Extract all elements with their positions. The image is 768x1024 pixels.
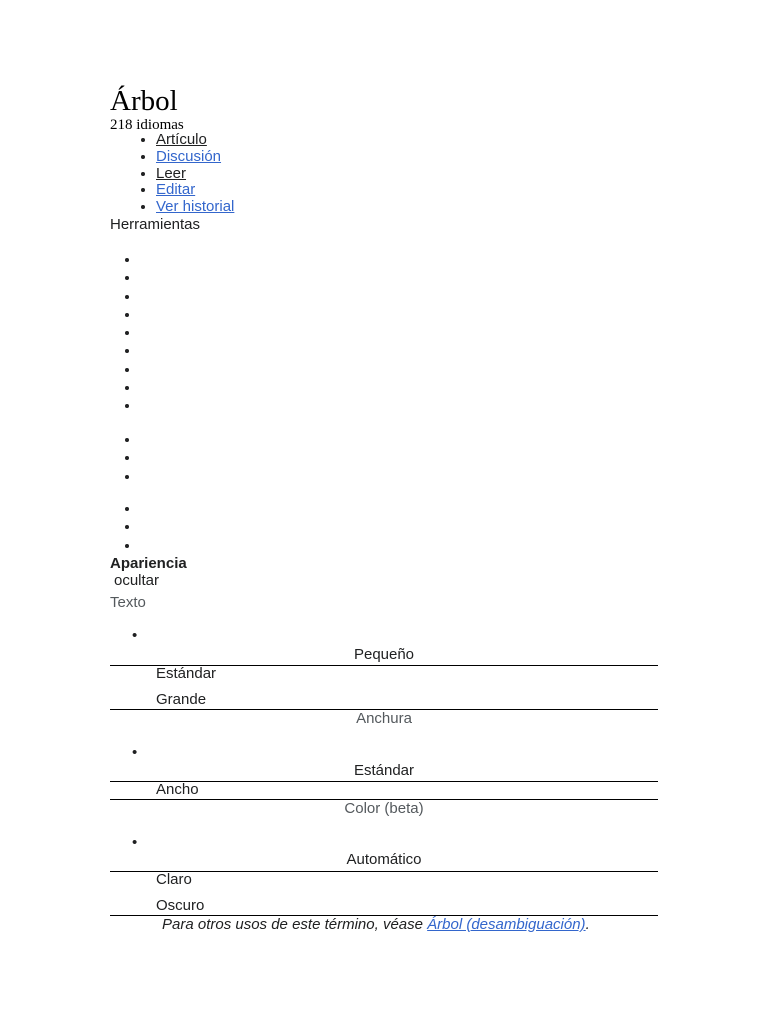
language-selector[interactable]: 218 idiomas bbox=[110, 117, 184, 133]
tab-history bbox=[156, 199, 234, 216]
page-tabs bbox=[110, 132, 234, 216]
appearance-hide-button[interactable]: ocultar bbox=[114, 572, 160, 589]
disambiguation-link[interactable]: Árbol (desambiguación) bbox=[427, 916, 586, 933]
tab-article bbox=[156, 132, 234, 149]
divider bbox=[110, 871, 658, 872]
text-size-large-option[interactable]: Grande bbox=[156, 691, 207, 708]
width-standard-option[interactable]: Estándar bbox=[353, 762, 415, 779]
tab-edit bbox=[156, 182, 234, 199]
tab-read bbox=[156, 166, 234, 183]
color-dark-option[interactable]: Oscuro bbox=[156, 897, 205, 914]
appearance-heading: Apariencia bbox=[110, 555, 187, 572]
color-label: Color (beta) bbox=[344, 800, 424, 817]
tools-list-print bbox=[110, 431, 140, 486]
hatnote-period: . bbox=[585, 916, 590, 933]
tab-article-link[interactable]: Artículo bbox=[156, 131, 207, 148]
tab-history-link[interactable]: Ver historial bbox=[156, 198, 235, 216]
tools-list-actions bbox=[110, 251, 140, 416]
list-bullet: • bbox=[132, 834, 138, 851]
disambiguation-hatnote bbox=[162, 916, 590, 934]
list-bullet: • bbox=[132, 744, 138, 761]
page-title: Árbol bbox=[110, 85, 178, 117]
width-wide-option[interactable]: Ancho bbox=[156, 781, 199, 798]
tab-edit-link[interactable]: Editar bbox=[156, 181, 196, 199]
color-light-option[interactable]: Claro bbox=[156, 871, 192, 888]
text-size-standard-option[interactable]: Estándar bbox=[156, 665, 217, 682]
tab-talk bbox=[156, 149, 234, 166]
tab-talk-link[interactable]: Discusión bbox=[156, 147, 222, 165]
hatnote-text: Para otros usos de este término, véase bbox=[162, 916, 428, 933]
text-size-label: Texto bbox=[110, 594, 146, 611]
tools-list-projects bbox=[110, 500, 140, 555]
tab-read-link[interactable]: Leer bbox=[156, 164, 187, 182]
text-size-small-option[interactable]: Pequeño bbox=[353, 646, 415, 663]
list-bullet: • bbox=[132, 627, 138, 644]
color-automatic-option[interactable]: Automático bbox=[346, 851, 422, 868]
width-label: Anchura bbox=[356, 710, 412, 727]
tools-menu-toggle[interactable]: Herramientas bbox=[110, 216, 201, 233]
